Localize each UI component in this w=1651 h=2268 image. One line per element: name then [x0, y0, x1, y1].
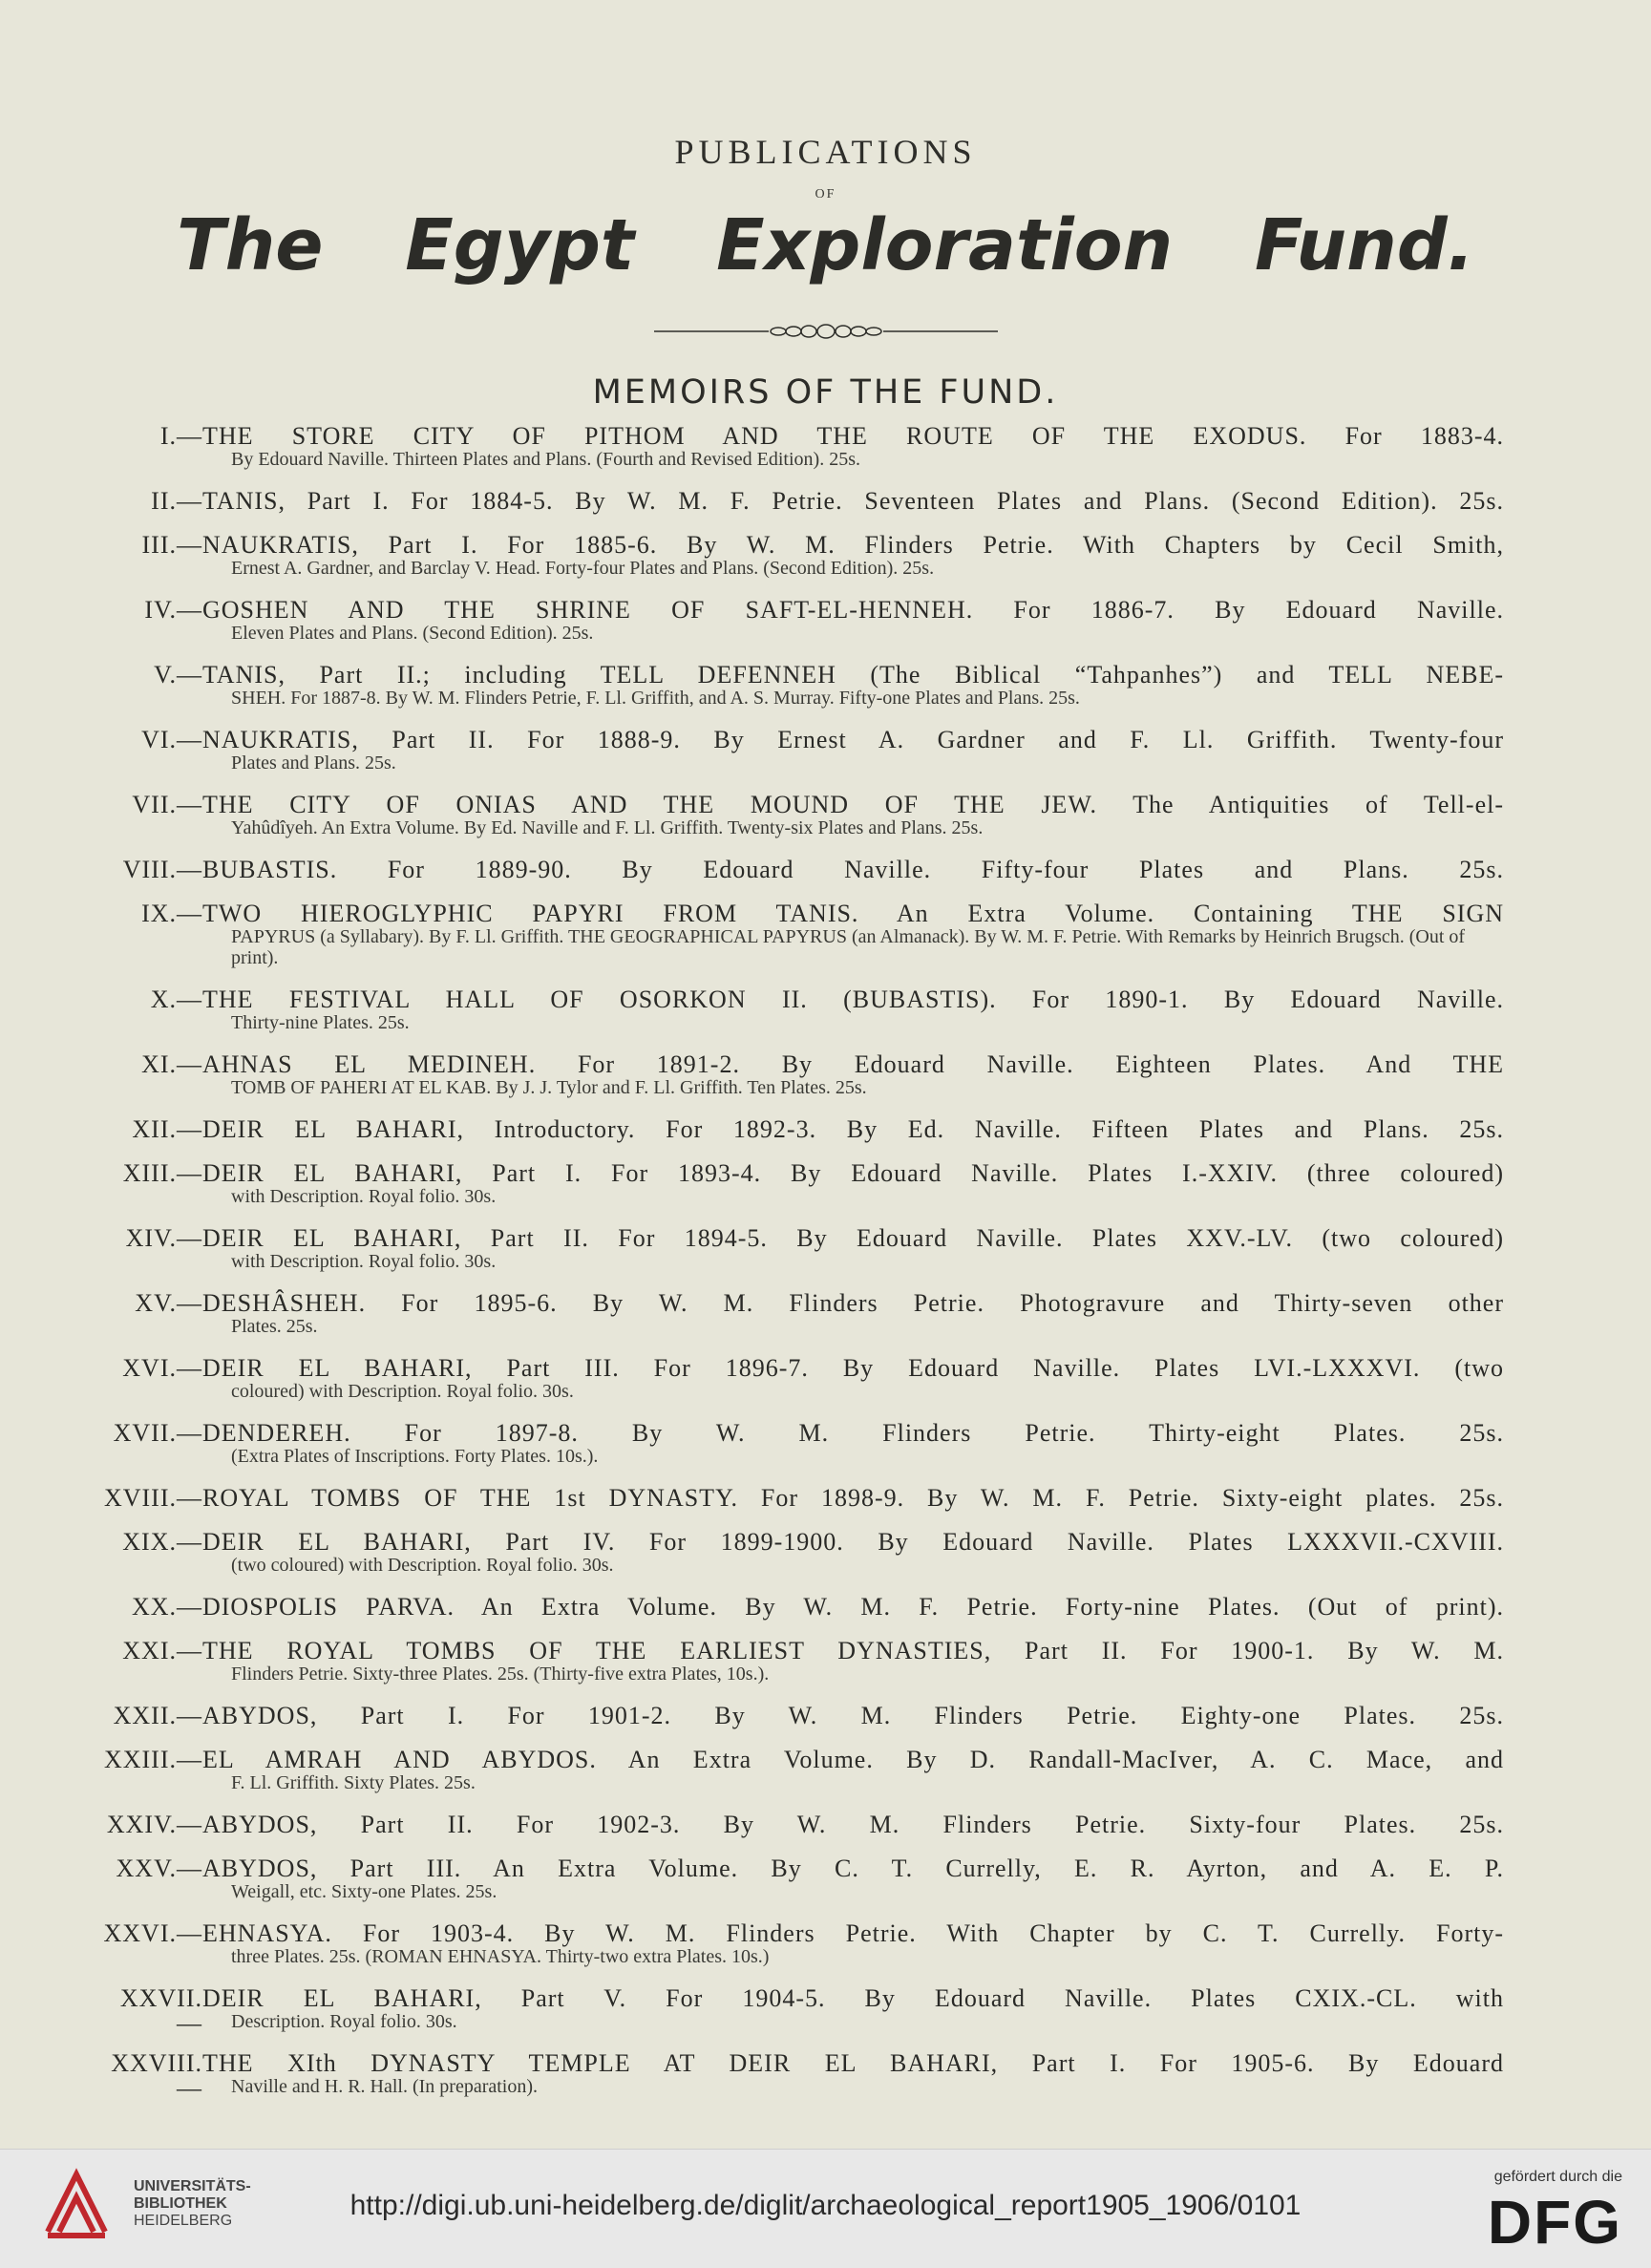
permalink-url[interactable]: http://digi.ub.uni-heidelberg.de/diglit/archaeological_report1905_1906/0101: [349, 2190, 1302, 2221]
memoir-text: [202, 793, 1504, 838]
memoir-detail-line: TOMB OF PAHERI AT EL KAB. By J. J. Tylor and F. Ll. Griffith. Ten Plates. 25s.: [231, 1077, 867, 1098]
memoir-text: [202, 598, 1504, 644]
memoir-title-line: GOSHEN AND THE SHRINE OF SAFT-EL-HENNEH. For 1886-7. By Edouard Naville.: [202, 596, 1504, 624]
memoir-entry: [95, 1748, 1504, 1793]
memoir-text: [202, 2051, 1504, 2097]
memoir-text: [202, 1161, 1504, 1207]
memoir-number: VII.—: [132, 791, 202, 818]
sponsor-note: gefördert durch die: [1493, 2169, 1622, 2185]
memoir-title-line: DESHÂSHEH. For 1895-6. By W. M. Flinders Petrie. Photogravure and Thirty-seven other: [202, 1289, 1504, 1317]
memoir-number: III.—: [141, 531, 202, 559]
memoir-entry: [95, 1856, 1504, 1902]
memoir-entry: [95, 2049, 1504, 2102]
dfg-logo[interactable]: DFG: [1487, 2188, 1622, 2257]
memoir-detail-line: Description. Royal folio. 30s.: [231, 2011, 457, 2032]
memoir-entry: [95, 1812, 1504, 1837]
memoir-text: [202, 1595, 1504, 1620]
memoir-detail-line: Thirty-nine Plates. 25s.: [231, 1012, 410, 1033]
memoir-number: XIV.—: [125, 1224, 202, 1252]
memoir-entry: [95, 489, 1504, 514]
memoir-entry: [95, 1595, 1504, 1620]
memoir-detail-line: with Description. Royal folio. 30s.: [231, 1186, 497, 1207]
memoir-number: IV.—: [144, 596, 202, 624]
memoir-number: I.—: [159, 422, 202, 450]
memoir-text: [202, 1052, 1504, 1098]
memoir-title-line: TANIS, Part II.; including TELL DEFENNEH (The Biblical “Tahpanhes”) and TELL NEBE-: [202, 661, 1504, 689]
memoir-title-line: AHNAS EL MEDINEH. For 1891-2. By Edouard Naville. Eighteen Plates. And THE: [202, 1050, 1504, 1078]
memoir-text: [202, 1812, 1504, 1837]
memoir-title-line: DENDEREH. For 1897-8. By W. M. Flinders Petrie. Thirty-eight Plates. 25s.: [202, 1419, 1504, 1447]
memoir-text: [202, 728, 1504, 774]
memoir-number: XXII.—: [113, 1702, 202, 1729]
memoir-title-line: DIOSPOLIS PARVA. An Extra Volume. By W. M. F. Petrie. Forty-nine Plates. (Out of print).: [202, 1593, 1504, 1621]
memoir-number: V.—: [154, 661, 202, 689]
memoir-title-line: DEIR EL BAHARI, Part II. For 1894-5. By Edouard Naville. Plates XXV.-LV. (two coloured): [202, 1224, 1504, 1252]
memoir-title-line: EHNASYA. For 1903-4. By W. M. Flinders Petrie. With Chapter by C. T. Currelly. Forty-: [202, 1919, 1504, 1947]
memoir-number: II.—: [151, 487, 202, 515]
memoir-title-line: ABYDOS, Part II. For 1902-3. By W. M. Flinders Petrie. Sixty-four Plates. 25s.: [202, 1811, 1504, 1838]
memoir-detail-line: Weigall, etc. Sixty-one Plates. 25s.: [231, 1881, 497, 1902]
memoir-title-line: TANIS, Part I. For 1884-5. By W. M. F. Petrie. Seventeen Plates and Plans. (Second Edition). 25s.: [202, 487, 1504, 515]
memoir-number: XIII.—: [122, 1159, 202, 1187]
memoir-title-line: DEIR EL BAHARI, Part I. For 1893-4. By Edouard Naville. Plates I.-XXIV. (three coloured): [202, 1159, 1504, 1187]
memoir-number: XI.—: [141, 1050, 202, 1078]
memoir-entry: [95, 1530, 1504, 1576]
memoir-entry: [95, 533, 1504, 579]
memoir-entry: [95, 1291, 1504, 1337]
memoir-number: X.—: [150, 986, 202, 1013]
memoir-text: [202, 858, 1504, 882]
memoir-title-line: ABYDOS, Part III. An Extra Volume. By C. T. Currelly, E. R. Ayrton, and A. E. P.: [202, 1855, 1504, 1882]
viewer-footer: [0, 2149, 1651, 2268]
memoir-number: XVII.—: [113, 1419, 202, 1447]
memoir-number: IX.—: [141, 900, 202, 927]
memoir-entry: [95, 1921, 1504, 1967]
memoir-title-line: EL AMRAH AND ABYDOS. An Extra Volume. By D. Randall-MacIver, A. C. Mace, and: [202, 1746, 1504, 1773]
memoir-text: [202, 1856, 1504, 1902]
memoir-title-line: DEIR EL BAHARI, Part IV. For 1899-1900. By Edouard Naville. Plates LXXXVII.-CXVIII.: [202, 1528, 1504, 1556]
memoir-detail-line: coloured) with Description. Royal folio. 30s.: [231, 1381, 574, 1402]
memoir-detail-line: F. Ll. Griffith. Sixty Plates. 25s.: [231, 1772, 476, 1793]
memoir-entry: [95, 1486, 1504, 1511]
memoir-number: XXIII.—: [103, 1746, 202, 1773]
memoir-title-line: THE FESTIVAL HALL OF OSORKON II. (BUBASTIS). For 1890-1. By Edouard Naville.: [202, 986, 1504, 1013]
memoir-entry: [95, 1984, 1504, 2037]
memoir-title-line: DEIR EL BAHARI, Part V. For 1904-5. By Edouard Naville. Plates CXIX.-CL. with: [202, 1984, 1504, 2012]
memoir-entry: [95, 987, 1504, 1033]
memoir-text: [202, 1226, 1504, 1272]
memoir-text: [202, 987, 1504, 1033]
memoir-title-line: THE XIth DYNASTY TEMPLE AT DEIR EL BAHARI, Part I. For 1905-6. By Edouard: [202, 2049, 1504, 2077]
memoir-number: XVIII.—: [103, 1484, 202, 1512]
memoir-entry: [95, 424, 1504, 470]
memoir-detail-line: By Edouard Naville. Thirteen Plates and Plans. (Fourth and Revised Edition). 25s.: [231, 449, 860, 470]
fund-title: The Egypt Exploration Fund.: [177, 204, 1474, 286]
memoir-number: XXVI.—: [103, 1919, 202, 1947]
memoir-list: [95, 424, 1504, 2116]
memoir-detail-line: Yahûdîyeh. An Extra Volume. By Ed. Naville and F. Ll. Griffith. Twenty-six Plates and Plans. 25s.: [231, 817, 984, 838]
memoir-detail-line: Eleven Plates and Plans. (Second Edition). 25s.: [231, 623, 594, 644]
memoir-detail-line: three Plates. 25s. (ROMAN EHNASYA. Thirty-two extra Plates. 10s.): [231, 1946, 770, 1967]
memoir-entry: [95, 1421, 1504, 1467]
memoir-number: XXIV.—: [106, 1811, 202, 1838]
publications-heading: PUBLICATIONS: [674, 133, 977, 171]
memoir-entry: [95, 728, 1504, 774]
memoir-detail-line: Naville and H. R. Hall. (In preparation).: [231, 2076, 539, 2097]
memoir-entry: [95, 1161, 1504, 1207]
memoir-title-line: TWO HIEROGLYPHIC PAPYRI FROM TANIS. An Extra Volume. Containing THE SIGN: [202, 900, 1504, 927]
library-name-line3: HEIDELBERG: [134, 2213, 233, 2229]
memoir-text: [202, 1291, 1504, 1337]
memoir-text: [202, 1704, 1504, 1728]
memoir-entry: [95, 1052, 1504, 1098]
memoir-entry: [95, 793, 1504, 838]
memoir-entry: [95, 1639, 1504, 1685]
memoir-entry: [95, 663, 1504, 709]
memoir-title-line: THE ROYAL TOMBS OF THE EARLIEST DYNASTIES, Part II. For 1900-1. By W. M.: [202, 1637, 1504, 1664]
memoir-text: [202, 1639, 1504, 1685]
memoir-detail-line: (Extra Plates of Inscriptions. Forty Plates. 10s.).: [231, 1446, 599, 1467]
memoir-number: VI.—: [141, 726, 202, 753]
memoir-detail-line: PAPYRUS (a Syllabary). By F. Ll. Griffith. THE GEOGRAPHICAL PAPYRUS (an Almanack). By W. M. F. Petrie. With Remarks by Heinrich Brugsch. (Out of print).: [231, 926, 1466, 968]
memoir-entry: [95, 858, 1504, 882]
memoir-number: XXI.—: [122, 1637, 202, 1664]
memoir-detail-line: Flinders Petrie. Sixty-three Plates. 25s. (Thirty-five extra Plates, 10s.).: [231, 1664, 770, 1685]
memoir-detail-line: Ernest A. Gardner, and Barclay V. Head. Forty-four Plates and Plans. (Second Edition). 25s.: [231, 558, 935, 579]
memoir-entry: [95, 901, 1504, 968]
memoir-detail-line: (two coloured) with Description. Royal folio. 30s.: [231, 1555, 614, 1576]
memoir-text: [202, 533, 1504, 579]
library-name-line1: UNIVERSITÄTS-: [134, 2178, 251, 2194]
memoirs-heading: MEMOIRS OF THE FUND.: [592, 373, 1059, 412]
memoir-title-line: NAUKRATIS, Part I. For 1885-6. By W. M. Flinders Petrie. With Chapters by Cecil Smith,: [202, 531, 1504, 559]
memoir-text: [202, 1117, 1504, 1142]
memoir-title-line: DEIR EL BAHARI, Part III. For 1896-7. By Edouard Naville. Plates LVI.-LXXXVI. (two: [202, 1354, 1504, 1382]
ornament-divider-icon: [654, 323, 998, 340]
memoir-number: XXVII.—: [119, 1984, 202, 2037]
memoir-detail-line: with Description. Royal folio. 30s.: [231, 1251, 497, 1272]
memoir-text: [202, 1748, 1504, 1793]
of-word: OF: [815, 187, 836, 201]
memoir-number: XXVIII.—: [111, 2049, 202, 2102]
memoir-entry: [95, 1356, 1504, 1402]
memoir-text: [202, 901, 1504, 968]
memoir-text: [202, 1356, 1504, 1402]
memoir-number: XX.—: [131, 1593, 202, 1621]
memoir-text: [202, 1530, 1504, 1576]
memoir-number: XII.—: [132, 1115, 202, 1143]
library-name-line2: BIBLIOTHEK: [134, 2195, 227, 2212]
memoir-number: XIX.—: [122, 1528, 202, 1556]
memoir-text: [202, 1421, 1504, 1467]
memoir-entry: [95, 1117, 1504, 1142]
memoir-number: XXV.—: [116, 1855, 202, 1882]
memoir-text: [202, 489, 1504, 514]
memoir-text: [202, 424, 1504, 470]
memoir-text: [202, 1986, 1504, 2032]
memoir-title-line: THE CITY OF ONIAS AND THE MOUND OF THE JEW. The Antiquities of Tell-el-: [202, 791, 1504, 818]
memoir-detail-line: SHEH. For 1887-8. By W. M. Flinders Petrie, F. Ll. Griffith, and A. S. Murray. Fifty-one Plates and Plans. 25s.: [231, 688, 1080, 709]
memoir-entry: [95, 598, 1504, 644]
memoir-title-line: DEIR EL BAHARI, Introductory. For 1892-3. By Ed. Naville. Fifteen Plates and Plans. 25s.: [202, 1115, 1504, 1143]
memoir-text: [202, 1921, 1504, 1967]
memoir-entry: [95, 1704, 1504, 1728]
memoir-number: XVI.—: [122, 1354, 202, 1382]
memoir-title-line: NAUKRATIS, Part II. For 1888-9. By Ernest A. Gardner and F. Ll. Griffith. Twenty-four: [202, 726, 1504, 753]
memoir-number: VIII.—: [122, 856, 202, 883]
memoir-text: [202, 1486, 1504, 1511]
memoir-title-line: ABYDOS, Part I. For 1901-2. By W. M. Flinders Petrie. Eighty-one Plates. 25s.: [202, 1702, 1504, 1729]
memoir-detail-line: Plates. 25s.: [231, 1316, 318, 1337]
memoir-title-line: BUBASTIS. For 1889-90. By Edouard Naville. Fifty-four Plates and Plans. 25s.: [202, 856, 1504, 883]
memoir-title-line: THE STORE CITY OF PITHOM AND THE ROUTE OF THE EXODUS. For 1883-4.: [202, 422, 1504, 450]
memoir-entry: [95, 1226, 1504, 1272]
memoir-number: XV.—: [135, 1289, 202, 1317]
memoir-title-line: ROYAL TOMBS OF THE 1st DYNASTY. For 1898-9. By W. M. F. Petrie. Sixty-eight plates. 25s.: [202, 1484, 1504, 1512]
memoir-text: [202, 663, 1504, 709]
memoir-detail-line: Plates and Plans. 25s.: [231, 752, 396, 774]
